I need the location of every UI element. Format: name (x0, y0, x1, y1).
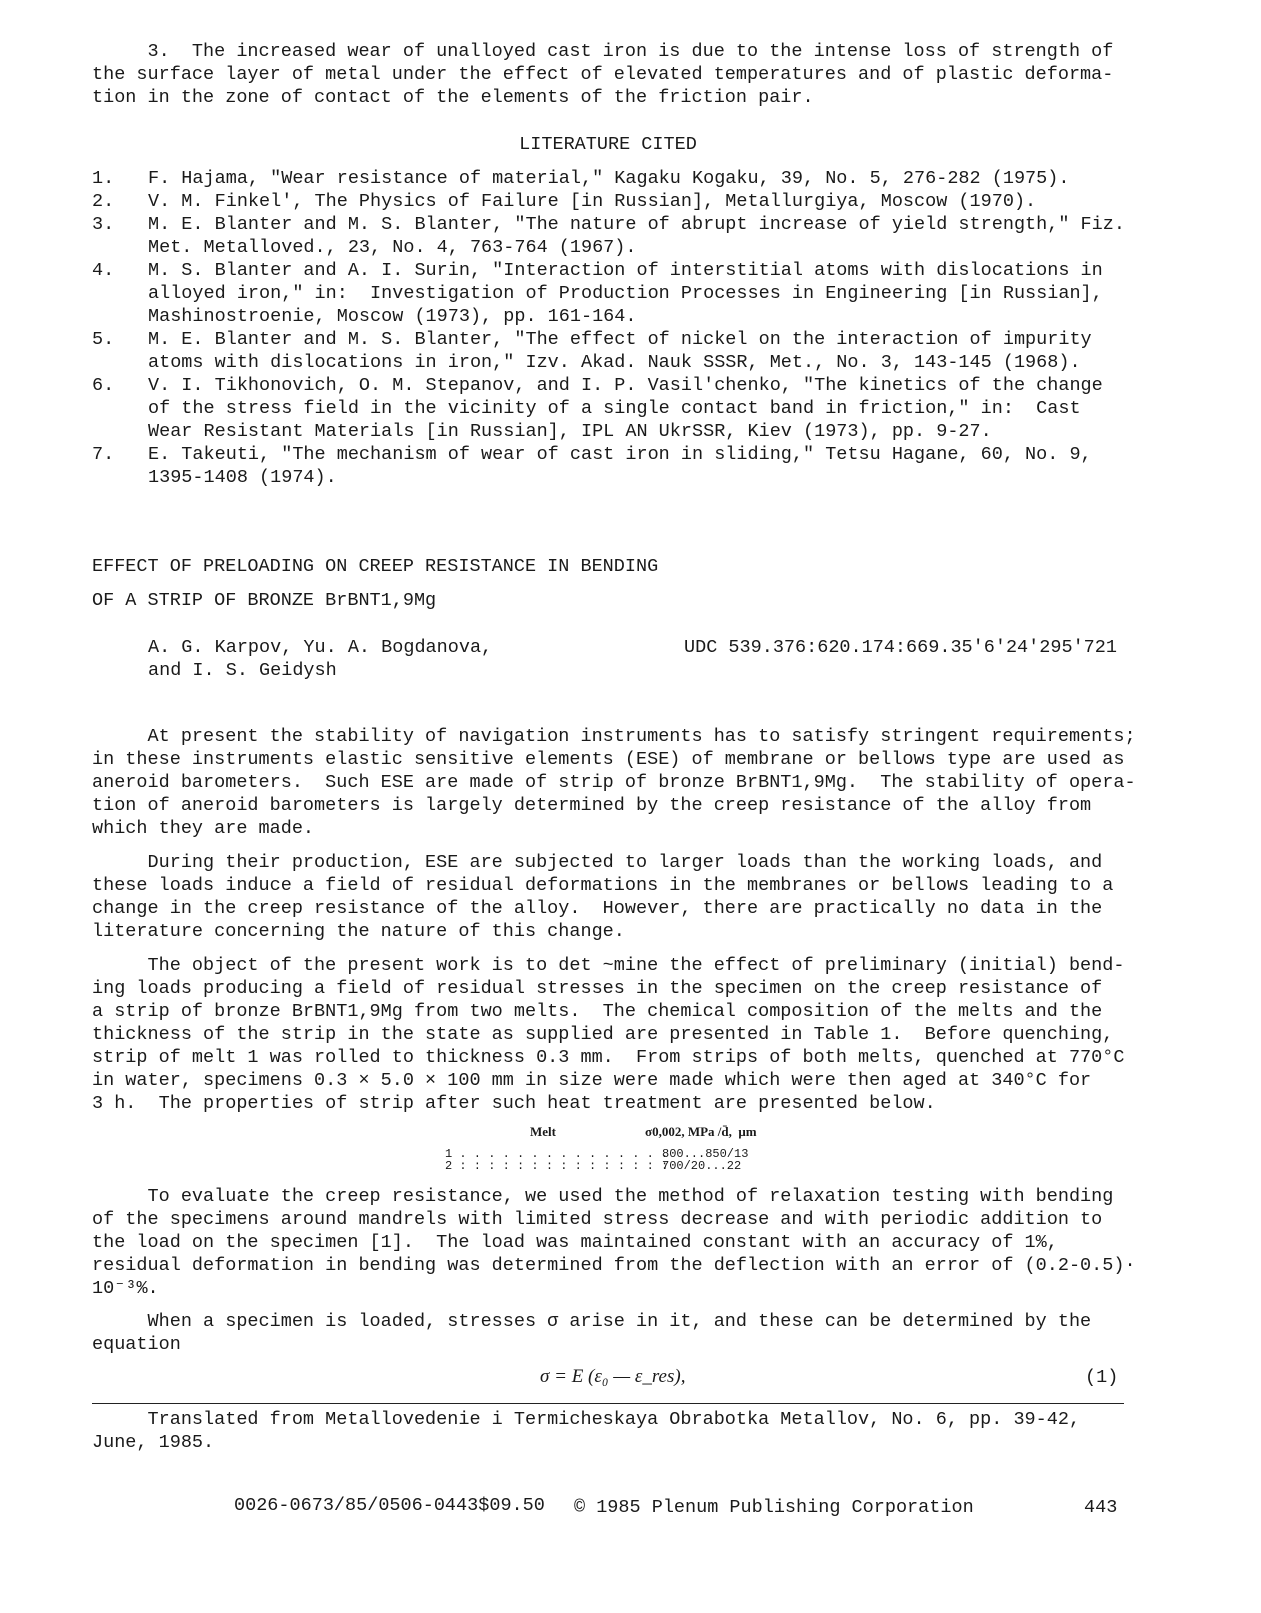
reference-text: alloyed iron," in: Investigation of Production Processes in Engineering [in Russian], (148, 283, 1103, 304)
body-line: tion of aneroid barometers is largely determined by the creep resistance of the alloy from (92, 795, 1092, 816)
reference-number: 4. (92, 260, 115, 281)
reference-text: atoms with dislocations in iron," Izv. Akad. Nauk SSSR, Met., No. 3, 143-145 (1968). (148, 352, 1081, 373)
melt-column-header: Melt (530, 1124, 556, 1139)
authors-line-2: and I. S. Geidysh (148, 660, 337, 681)
body-line: residual deformation in bending was determined from the deflection with an error of (0.2-0.5)· (92, 1255, 1136, 1276)
reference-number: 6. (92, 375, 115, 396)
body-line: 3 h. The properties of strip after such heat treatment are presented below. (92, 1093, 936, 1114)
publication-code: 0026-0673/85/0506-0443$09.50 (234, 1495, 545, 1516)
footnote-divider (92, 1403, 1124, 1404)
reference-text: M. E. Blanter and M. S. Blanter, "The nature of abrupt increase of yield strength," Fiz. (148, 214, 1125, 235)
body-line: the load on the specimen [1]. The load was maintained constant with an accuracy of 1%, (92, 1232, 1058, 1253)
reference-text: M. S. Blanter and A. I. Surin, "Interaction of interstitial atoms with dislocations in (148, 260, 1103, 281)
melt-row-value: 800...850/13 (662, 1147, 749, 1161)
body-line: During their production, ESE are subjected to larger loads than the working loads, and (92, 852, 1103, 873)
reference-text: 1395-1408 (1974). (148, 467, 337, 488)
body-line: At present the stability of navigation instruments has to satisfy stringent requirements; (92, 726, 1136, 747)
body-line: To evaluate the creep resistance, we used the method of relaxation testing with bending (92, 1186, 1114, 1207)
reference-text: V. I. Tikhonovich, O. M. Stepanov, and I. P. Vasil'chenko, "The kinetics of the change (148, 375, 1103, 396)
conclusion-line-2: the surface layer of metal under the effect of elevated temperatures and of plastic deforma- (92, 64, 1114, 85)
melt-row-label: 2 : : : : : : : : : : : : : : : (445, 1159, 669, 1173)
article-title-line-1: EFFECT OF PRELOADING ON CREEP RESISTANCE IN BENDING (92, 556, 659, 577)
reference-number: 2. (92, 191, 115, 212)
reference-text: of the stress field in the vicinity of a single contact band in friction," in: Cast (148, 398, 1081, 419)
literature-heading: LITERATURE CITED (519, 134, 697, 155)
reference-number: 7. (92, 444, 115, 465)
body-line: in these instruments elastic sensitive elements (ESE) of membrane or bellows type are used as (92, 749, 1125, 770)
reference-text: E. Takeuti, "The mechanism of wear of cast iron in sliding," Tetsu Hagane, 60, No. 9, (148, 444, 1092, 465)
properties-column-header: σ0,002, MPa /d̄, μm (645, 1124, 757, 1139)
equation-1: σ = E (ε₀ — ε_res), (540, 1366, 686, 1387)
equation-number: (1) (1085, 1367, 1119, 1388)
melt-row-label: 1 . . . . . . . . . . . . . . . (445, 1147, 669, 1161)
reference-text: V. M. Finkel', The Physics of Failure [in Russian], Metallurgiya, Moscow (1970). (148, 191, 1037, 212)
reference-number: 1. (92, 168, 115, 189)
body-line: of the specimens around mandrels with limited stress decrease and with periodic addition to (92, 1209, 1103, 1230)
udc-code: UDC 539.376:620.174:669.35'6'24'295'721 (684, 637, 1117, 658)
melt-row-value: 700/20...22 (662, 1159, 742, 1173)
melt-properties-table (420, 1125, 820, 1175)
conclusion-line-1: 3. The increased wear of unalloyed cast iron is due to the intense loss of strength of (92, 41, 1114, 62)
reference-number: 5. (92, 329, 115, 350)
page-number: 443 (1084, 1497, 1118, 1518)
reference-text: M. E. Blanter and M. S. Blanter, "The effect of nickel on the interaction of impurity (148, 329, 1092, 350)
authors-line-1: A. G. Karpov, Yu. A. Bogdanova, (148, 637, 493, 658)
body-line: a strip of bronze BrBNT1,9Mg from two melts. The chemical composition of the melts and the (92, 1001, 1103, 1022)
body-line: ing loads producing a field of residual stresses in the specimen on the creep resistance of (92, 978, 1103, 999)
body-line: these loads induce a field of residual deformations in the membranes or bellows leading to a (92, 875, 1114, 896)
body-line: change in the creep resistance of the alloy. However, there are practically no data in the (92, 898, 1103, 919)
body-line: literature concerning the nature of this change. (92, 921, 625, 942)
footnote-line-2: June, 1985. (92, 1432, 215, 1453)
reference-text: Wear Resistant Materials [in Russian], IPL AN UkrSSR, Kiev (1973), pp. 9-27. (148, 421, 992, 442)
body-line: thickness of the strip in the state as supplied are presented in Table 1. Before quenching, (92, 1024, 1114, 1045)
body-line: strip of melt 1 was rolled to thickness 0.3 mm. From strips of both melts, quenched at 770°C (92, 1047, 1125, 1068)
body-line: 10⁻³%. (92, 1278, 159, 1299)
body-line: aneroid barometers. Such ESE are made of strip of bronze BrBNT1,9Mg. The stability of opera- (92, 772, 1136, 793)
body-line: equation (92, 1334, 181, 1355)
reference-number: 3. (92, 214, 115, 235)
reference-text: F. Hajama, "Wear resistance of material," Kagaku Kogaku, 39, No. 5, 276-282 (1975). (148, 168, 1070, 189)
footnote-line-1: Translated from Metallovedenie i Termicheskaya Obrabotka Metallov, No. 6, pp. 39-42, (92, 1409, 1081, 1430)
copyright-notice: © 1985 Plenum Publishing Corporation (574, 1497, 974, 1518)
article-title-line-2: OF A STRIP OF BRONZE BrBNT1,9Mg (92, 590, 437, 611)
reference-text: Mashinostroenie, Moscow (1973), pp. 161-164. (148, 306, 637, 327)
conclusion-line-3: tion in the zone of contact of the elements of the friction pair. (92, 87, 814, 108)
body-line: in water, specimens 0.3 × 5.0 × 100 mm in size were made which were then aged at 340°C for (92, 1070, 1092, 1091)
body-line: The object of the present work is to det ~mine the effect of preliminary (initial) bend- (92, 955, 1125, 976)
body-line: which they are made. (92, 818, 315, 839)
reference-text: Met. Metalloved., 23, No. 4, 763-764 (1967). (148, 237, 637, 258)
body-line: When a specimen is loaded, stresses σ arise in it, and these can be determined by the (92, 1311, 1092, 1332)
